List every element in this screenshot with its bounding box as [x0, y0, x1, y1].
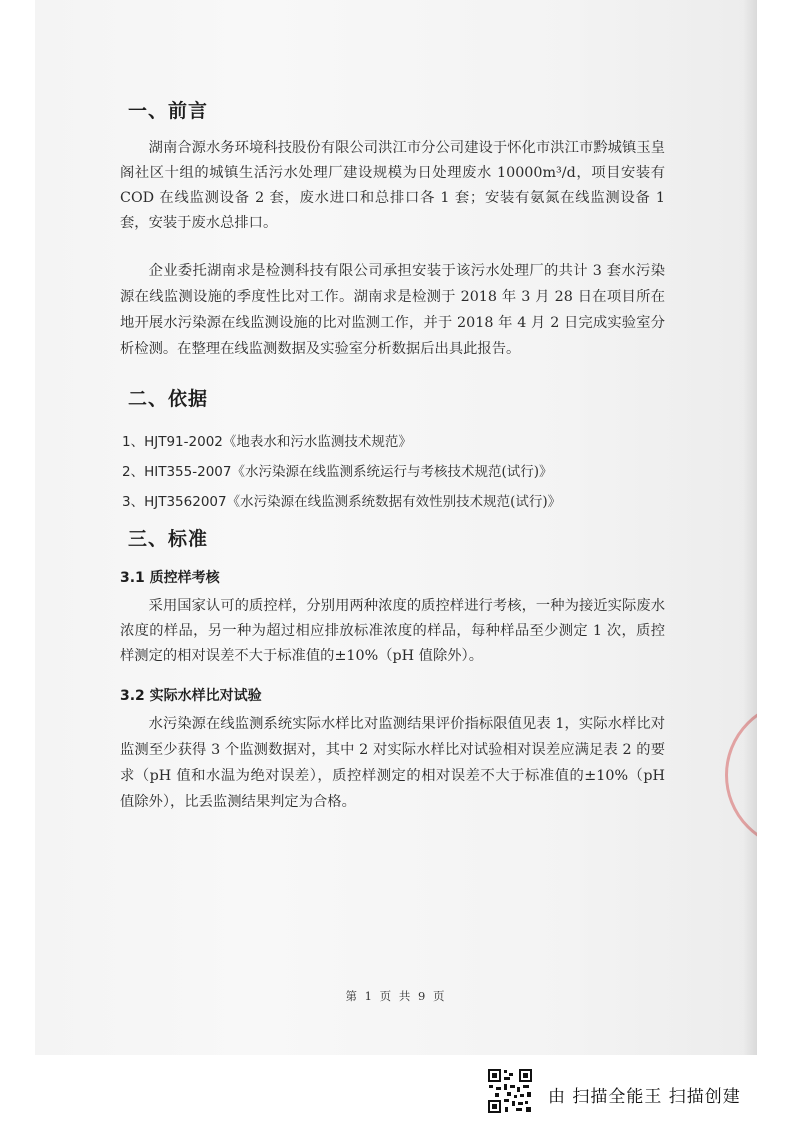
scanner-watermark: 由 扫描全能王 扫描创建: [548, 1087, 741, 1107]
section-heading-basis: 二、依据: [128, 388, 209, 410]
basis-item-2: [122, 460, 553, 480]
subsection-heading-3-2: 3.2 实际水样比对试验: [120, 688, 262, 704]
basis-item-title: 《地表水和污水监测技术规范》: [222, 434, 412, 450]
basis-item-1: [122, 430, 412, 450]
section-heading-standard: 三、标准: [128, 528, 209, 550]
basis-item-code: 1、HJT91-2002: [122, 434, 223, 450]
subsection-text-3-1: 采用国家认可的质控样，分别用两种浓度的质控样进行考核，一种为接近实际废水浓度的样品，另一种为超过相应排放标准浓度的样品，每种样品至少测定 1 次，质控样测定的相对误差不大于标准值的±10%（pH 值除外）。: [120, 598, 665, 664]
red-seal-stamp: [725, 700, 757, 850]
subsection-text-3-2: 水污染源在线监测系统实际水样比对监测结果评价指标限值见表 1，实际水样比对监测至少获得 3 个监测数据对，其中 2 对实际水样比对试验相对误差应满足表 2 的要求（pH 值和水温为绝对误差），质控样测定的相对误差不大于标准值的±10%（pH 值除外），比丢监测结果判定为合格。: [120, 716, 665, 810]
basis-item-code: 2、HIT355-2007: [122, 464, 232, 480]
page-number: 第 1 页 共 9 页: [345, 989, 447, 1003]
subsection-heading-3-1: 3.1 质控样考核: [120, 570, 220, 586]
document-page: [35, 0, 757, 1055]
basis-item-title: 《水污染源在线监测系统数据有效性别技术规范(试行)》: [226, 494, 562, 510]
qr-code-icon: [487, 1068, 533, 1114]
basis-item-3: [122, 490, 561, 510]
intro-paragraph-2: 企业委托湖南求是检测科技有限公司承担安装于该污水处理厂的共计 3 套水污染源在线监测设施的季度性比对工作。湖南求是检测于 2018 年 3 月 28 日在项目所在地开展水污染源在线监测设施的比对监测工作，并于 2018 年 4 月 2 日完成实验室分析检测。在整理在线监测数据及实验室分析数据后出具此报告。: [120, 263, 665, 357]
intro-paragraph-1: 湖南合源水务环境科技股份有限公司洪江市分公司建设于怀化市洪江市黔城镇玉皇阁社区十组的城镇生活污水处理厂建设规模为日处理废水 10000m³/d，项目安装有 COD 在线监测设备 2 套，废水进口和总排口各 1 套；安装有氨氮在线监测设备 1 套，安装于废水总排口。: [120, 140, 665, 231]
basis-item-code: 3、HJT3562007: [122, 494, 227, 510]
section-heading-intro: 一、前言: [128, 100, 209, 122]
basis-item-title: 《水污染源在线监测系统运行与考核技术规范(试行)》: [231, 464, 553, 480]
